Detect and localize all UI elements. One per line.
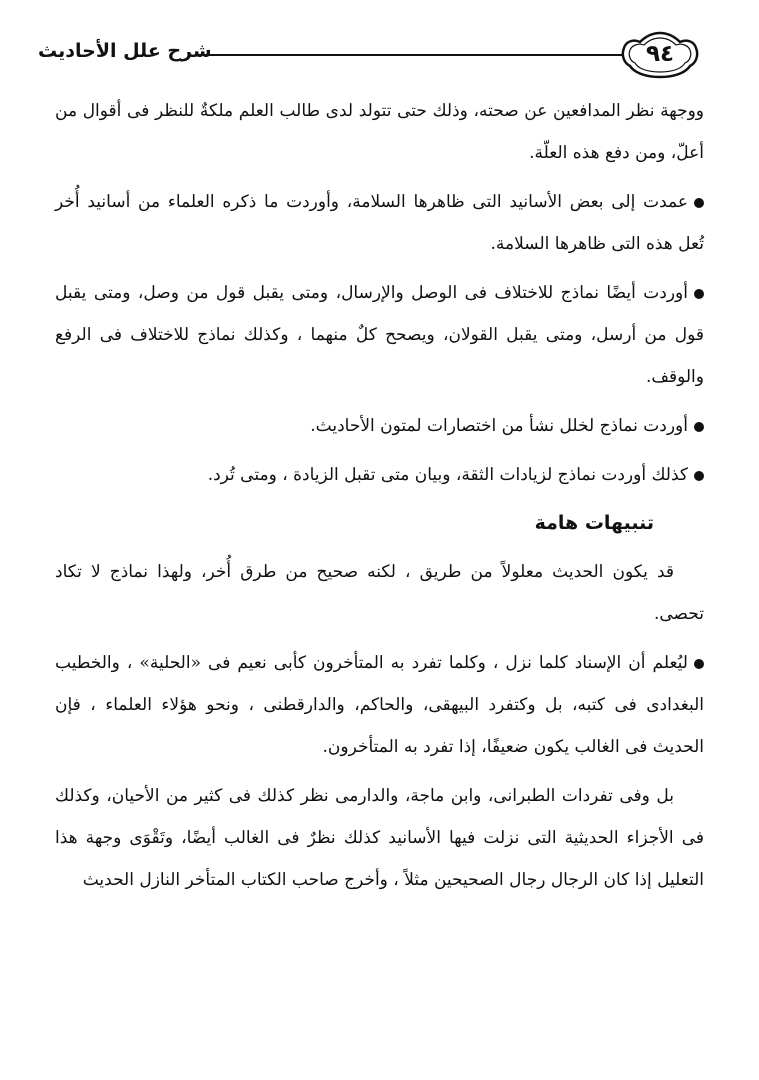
bullet-icon bbox=[694, 198, 704, 208]
paragraph: قد يكون الحديث معلولاً من طريق ، لكنه صحيح من طرق أُخر، ولهذا نماذج لا تكاد تحصى. bbox=[55, 562, 704, 624]
book-title: شرح علل الأحاديث bbox=[38, 40, 212, 62]
paragraph-text: ليُعلم أن الإسناد كلما نزل ، وكلما تفرد به المتأخرون كأبى نعيم فى «الحلية» ، والخطيب البغدادى فى كتبه، بل وكتفرد البيهقى، والحاكم، والدارقطنى ، ونحو هؤلاء العلماء ، فإن الحديث فى الغالب يكون ضعيفًا، إذا تفرد به المتأخرون. bbox=[55, 653, 704, 757]
bullet-paragraph bbox=[55, 405, 704, 447]
bullet-icon bbox=[694, 422, 704, 432]
paragraph: ووجهة نظر المدافعين عن صحته، وذلك حتى تتولد لدى طالب العلم ملكةٌ للنظر فى أقوال من أعلّ، ومن دفع هذه العلّة. bbox=[55, 101, 704, 163]
bullet-paragraph bbox=[55, 454, 704, 496]
paragraph-text: عمدت إلى بعض الأسانيد التى ظاهرها السلامة، وأوردت ما ذكره العلماء من أسانيد أُخر تُعل هذه التى ظاهرها السلامة. bbox=[55, 192, 704, 254]
paragraph-text: كذلك أوردت نماذج لزيادات الثقة، وبيان متى تقبل الزيادة ، ومتى تُرد. bbox=[207, 465, 688, 485]
page-header bbox=[38, 30, 698, 80]
bullet-paragraph bbox=[55, 642, 704, 768]
main-text bbox=[55, 90, 704, 908]
paragraph-text: أوردت نماذج لخلل نشأ من اختصارات لمتون الأحاديث. bbox=[310, 416, 688, 436]
section-heading: تنبيهات هامة bbox=[534, 512, 654, 534]
bullet-icon bbox=[694, 659, 704, 669]
paragraph-text: أوردت أيضًا نماذج للاختلاف فى الوصل والإرسال، ومتى يقبل قول من وصل، ومتى يقبل قول من أرسل، ومتى يقبل القولان، ويصحح كلٌ منهما ، وكذلك نماذج للاختلاف فى الرفع والوقف. bbox=[55, 283, 704, 387]
bullet-icon bbox=[694, 289, 704, 299]
page-number: ٩٤ bbox=[645, 41, 675, 67]
header-rule bbox=[198, 54, 623, 56]
bullet-paragraph bbox=[55, 181, 704, 265]
paragraph: بل وفى تفردات الطبرانى، وابن ماجة، والدارمى نظر كذلك فى كثير من الأحيان، وكذلك فى الأجزاء الحديثية التى نزلت فيها الأسانيد كذلك نظرٌ فى الغالب أيضًا، وتَقْوَى وجهة هذا التعليل إذا كان الرجال رجال الصحيحين مثلاً ، وأخرج صاحب الكتاب المتأخر النازل الحديث bbox=[55, 786, 704, 890]
bullet-paragraph bbox=[55, 272, 704, 398]
bullet-icon bbox=[694, 471, 704, 481]
page-number-badge bbox=[620, 30, 700, 80]
